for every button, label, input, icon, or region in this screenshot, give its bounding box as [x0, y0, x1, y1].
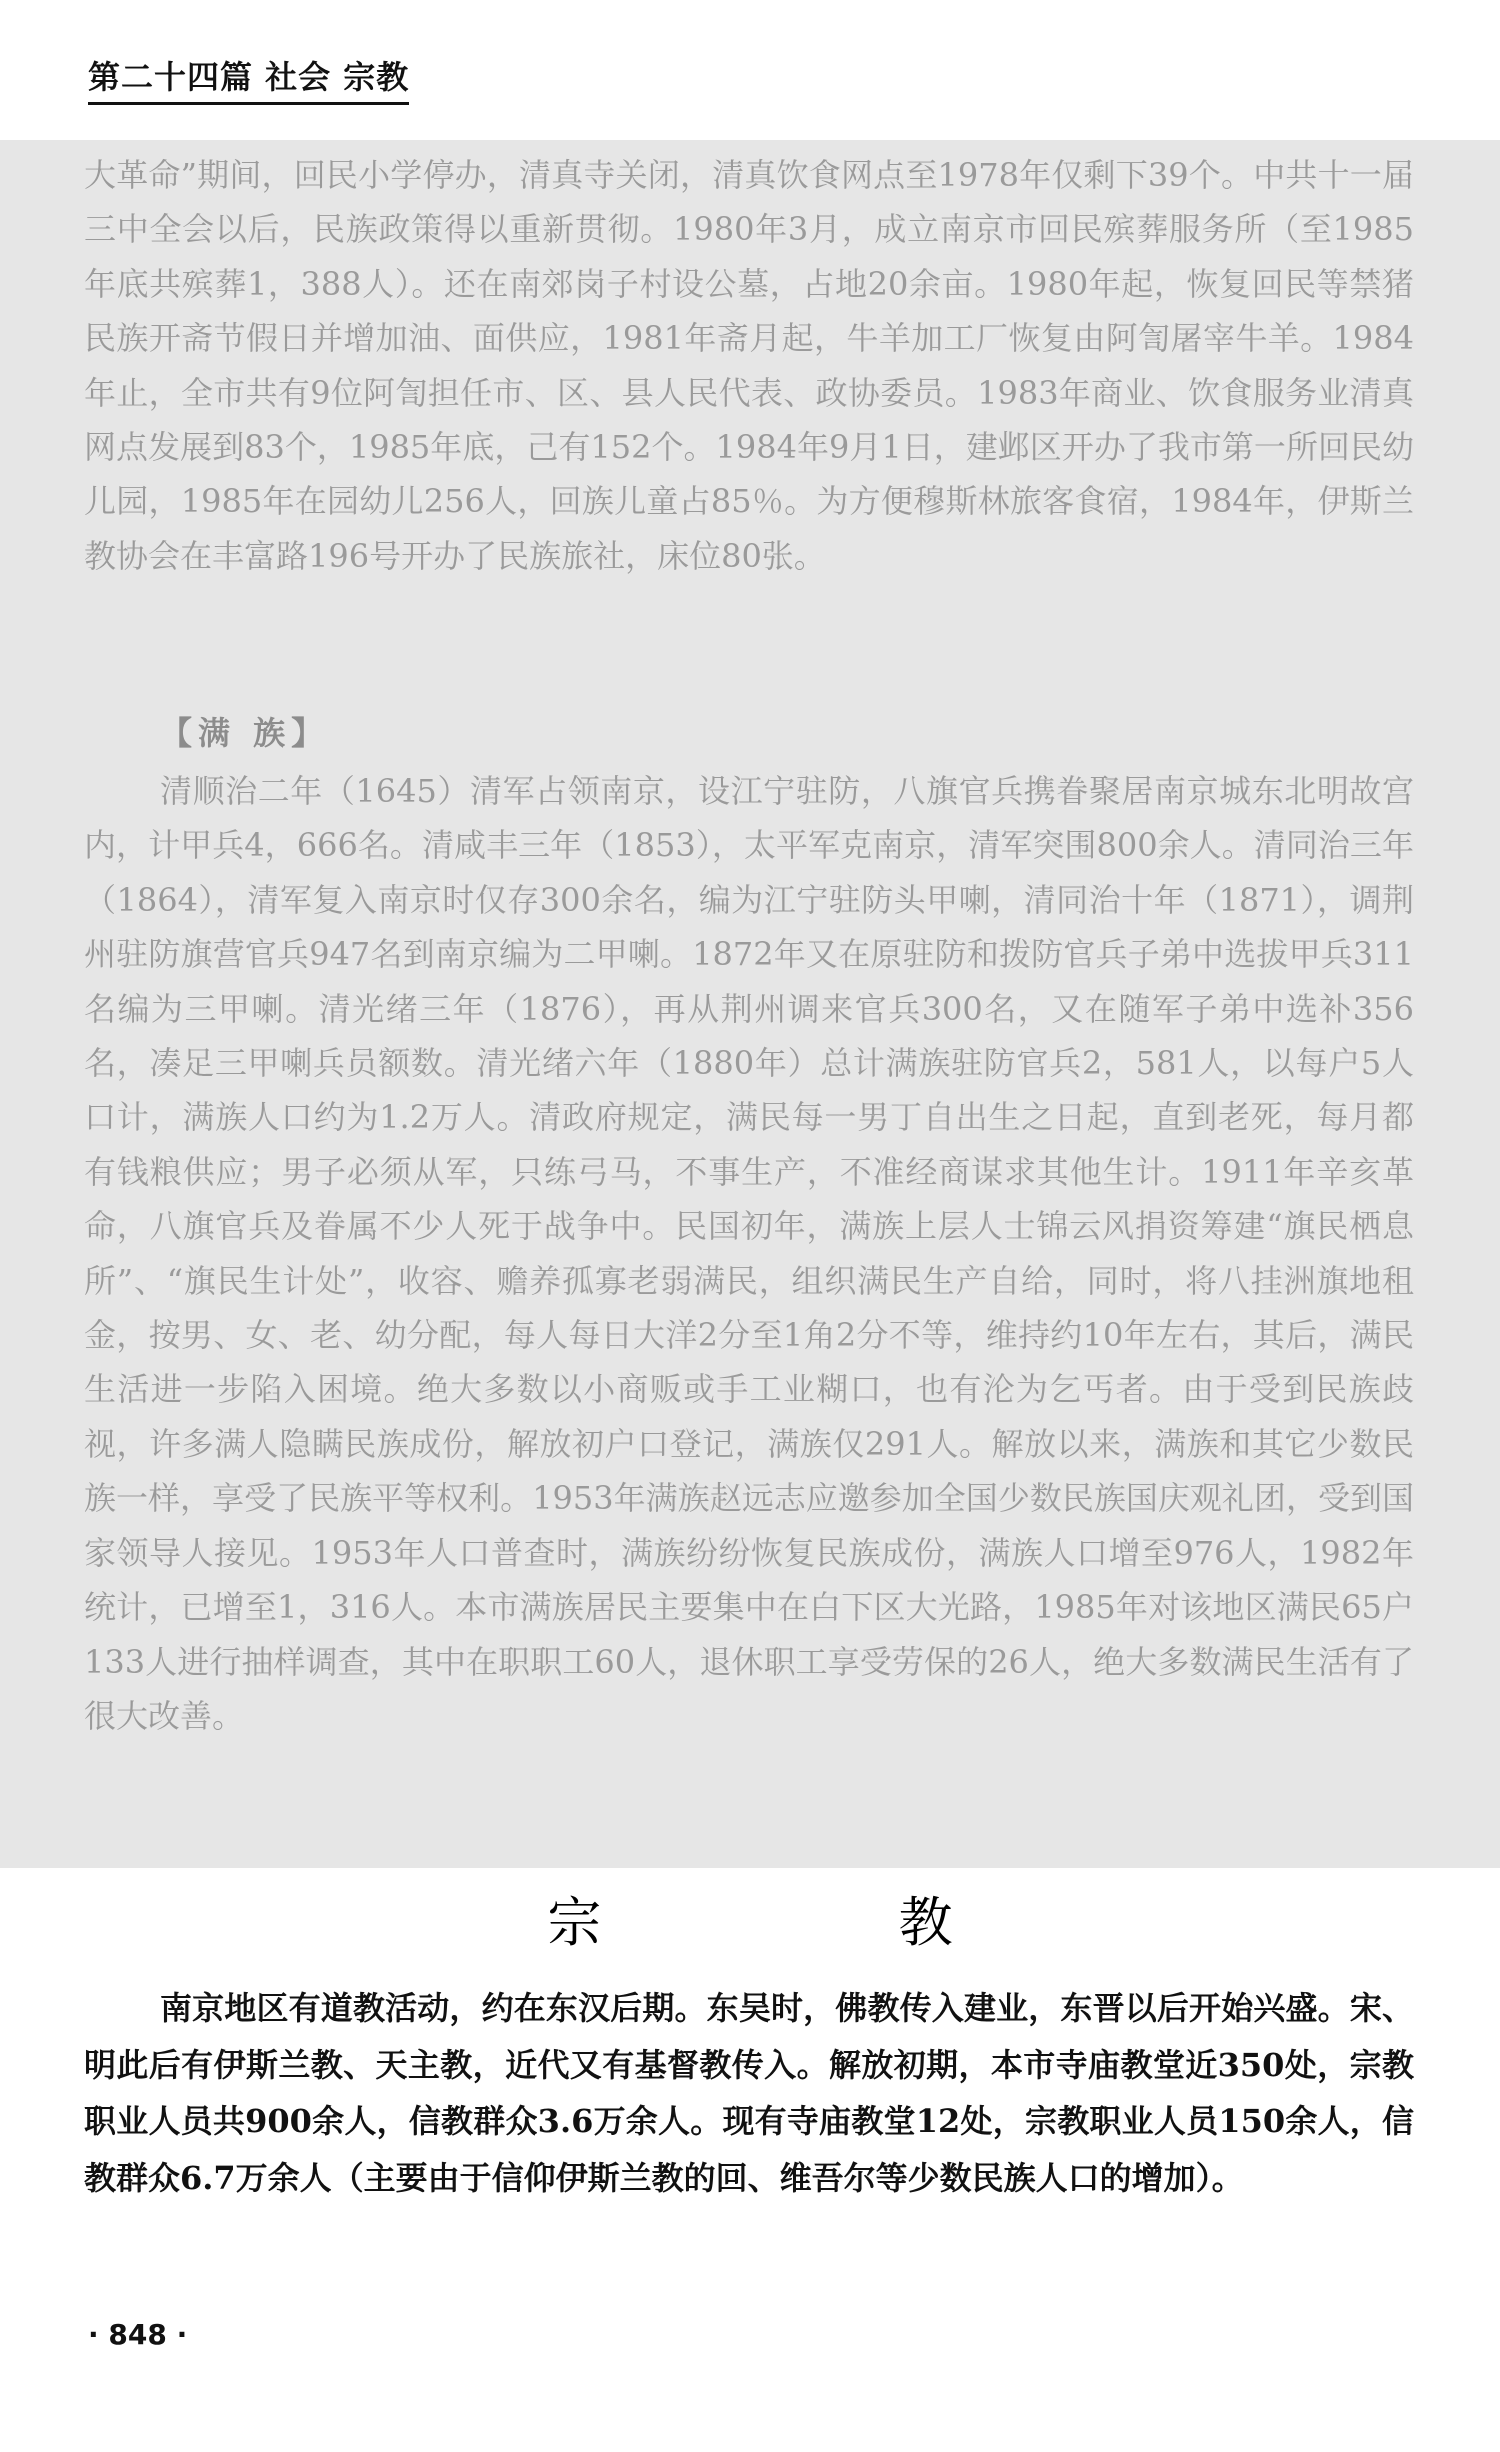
religion-intro-paragraph: 南京地区有道教活动，约在东汉后期。东吴时，佛教传入建业，东晋以后开始兴盛。宋、明此后有伊斯兰教、天主教，近代又有基督教传入。解放初期，本市寺庙教堂近350处，宗教职业人员共900余人，信教群众3.6万余人。现有寺庙教堂12处，宗教职业人员150余人，信教群众6.7万余人（主要由于信仰伊斯兰教的回、维吾尔等少数民族人口的增加）。: [84, 1989, 1414, 2197]
manchu-heading: 【满 族】: [160, 714, 330, 752]
manchu-paragraph: 清顺治二年（1645）清军占领南京，设江宁驻防，八旗官兵携眷聚居南京城东北明故宫内，计甲兵4，666名。清咸丰三年（1853），太平军克南京，清军突围800余人。清同治三年（1864），清军复入南京时仅存300余名，编为江宁驻防头甲喇，清同治十年（1871），调荆州驻防旗营官兵947名到南京编为二甲喇。1872年又在原驻防和拨防官兵子弟中选拔甲兵311名编为三甲喇。清光绪三年（1876），再从荆州调来官兵300名，又在随军子弟中选补356名，凑足三甲喇兵员额数。清光绪六年（1880年）总计满族驻防官兵2，581人，以每户5人口计，满族人口约为1.2万人。清政府规定，满民每一男丁自出生之日起，直到老死，每月都有钱粮供应；男子必须从军，只练弓马，不事生产，不准经商谋求其他生计。1911年辛亥革命，八旗官兵及眷属不少人死于战争中。民国初年，满族上层人士锦云风捐资筹建“旗民栖息所”、“旗民生计处”，收容、赡养孤寡老弱满民，组织满民生产自给，同时，将八挂洲旗地租金，按男、女、老、幼分配，每人每日大洋2分至1角2分不等，维持约10年左右，其后，满民生活进一步陷入困境。绝大多数以小商贩或手工业糊口，也有沦为乞丐者。由于受到民族歧视，许多满人隐瞒民族成份，解放初户口登记，满族仅291人。解放以来，满族和其它少数民族一样，享受了民族平等权利。1953年满族赵远志应邀参加全国少数民族国庆观礼团，受到国家领导人接见。1953年人口普查时，满族纷纷恢复民族成份，满族人口增至976人，1982年统计，已增至1，316人。本市满族居民主要集中在白下区大光路，1985年对该地区满民65户133人进行抽样调查，其中在职职工60人，退休职工享受劳保的26人，绝大多数满民生活有了很大改善。: [84, 772, 1414, 1735]
hui-tail-paragraph: 大革命”期间，回民小学停办，清真寺关闭，清真饮食网点至1978年仅剩下39个。中共十一届三中全会以后，民族政策得以重新贯彻。1980年3月，成立南京市回民殡葬服务所（至1985年底共殡葬1，388人）。还在南郊岗子村设公墓，占地20余亩。1980年起，恢复回民等禁猪民族开斋节假日并增加油、面供应，1981年斋月起，牛羊加工厂恢复由阿訇屠宰牛羊。1984年止，全市共有9位阿訇担任市、区、县人民代表、政协委员。1983年商业、饮食服务业清真网点发展到83个，1985年底，己有152个。1984年9月1日，建邺区开办了我市第一所回民幼儿园，1985年在园幼儿256人，回族儿童占85％。为方便穆斯林旅客食宿，1984年，伊斯兰教协会在丰富路196号开办了民族旅社，床位80张。: [84, 156, 1414, 575]
section-title: 宗 教: [547, 1891, 1093, 1954]
page-number: · 848 ·: [88, 2318, 188, 2351]
running-header: 第二十四篇 社会 宗教: [88, 52, 409, 105]
